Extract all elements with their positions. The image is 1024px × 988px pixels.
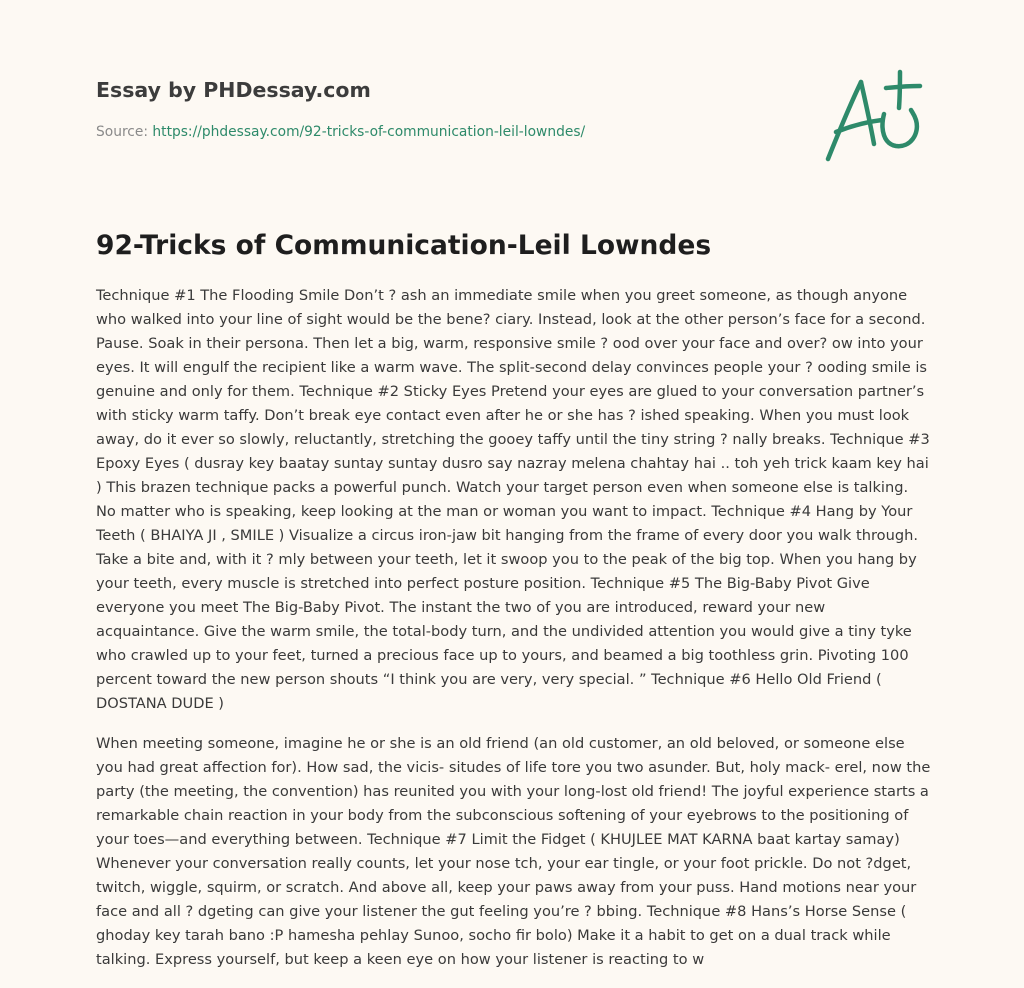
source-link[interactable]: https://phdessay.com/92-tricks-of-communication-leil-lowndes/ bbox=[152, 124, 586, 140]
a-plus-grade-icon bbox=[816, 64, 932, 168]
essay-body bbox=[96, 284, 932, 988]
essay-header bbox=[96, 74, 796, 142]
essay-paragraph: When meeting someone, imagine he or she is an old friend (an old customer, an old beloved, or someone else you had great affection for). How sad, the vicis- situdes of life tore you two asunder. But, holy mack- erel, now the party (the meeting, the convention) has reunited you with your long-lost old friend! The joyful experience starts a remarkable chain reaction in your body from the subconscious softening of your eyebrows to the positioning of your toes—and everything between. Technique #7 Limit the Fidget ( KHUJLEE MAT KARNA baat kartay samay) Whenever your conversation really counts, let your nose tch, your ear tingle, or your foot prickle. Do not ?dget, twitch, wiggle, squirm, or scratch. And above all, keep your paws away from your puss. Hand motions near your face and all ? dgeting can give your listener the gut feeling you’re ? bbing. Technique #8 Hans’s Horse Sense ( ghoday key tarah bano :P hamesha pehlay Sunoo, socho fir bolo) Make it a habit to get on a dual track while talking. Express yourself, but keep a keen eye on how your listener is reacting to w bbox=[96, 735, 931, 968]
source-label: Source: bbox=[96, 124, 153, 140]
essay-paragraph: Technique #1 The Flooding Smile Don’t ? ash an immediate smile when you greet someone, as though anyone who walked into your line of sight would be the bene? ciary. Instead, look at the other person’s face for a second. Pause. Soak in their persona. Then let a big, warm, responsive smile ? ood over your face and over? ow into your eyes. It will engulf the recipient like a warm wave. The split-second delay convinces people your ? ooding smile is genuine and only for them. Technique #2 Sticky Eyes Pretend your eyes are glued to your conversation partner’s with sticky warm taffy. Don’t break eye contact even after he or she has ? ished speaking. When you must look away, do it ever so slowly, reluctantly, stretching the gooey taffy until the tiny string ? nally breaks. Technique #3 Epoxy Eyes ( dusray key baatay suntay suntay dusro say nazray melena chahtay hai .. toh yeh trick kaam key hai ) This brazen technique packs a powerful punch. Watch your target person even when someone else is talking. No matter who is speaking, keep looking at the man or woman you want to impact. Technique #4 Hang by Your Teeth ( BHAIYA JI , SMILE ) Visualize a circus iron-jaw bit hanging from the frame of every door you walk through. Take a bite and, with it ? mly between your teeth, let it swoop you to the peak of the big top. When you hang by your teeth, every muscle is stretched into perfect posture position. Technique #5 The Big-Baby Pivot Give everyone you meet The Big-Baby Pivot. The instant the two of you are introduced, reward your new acquaintance. Give the warm smile, the total-body turn, and the undivided attention you would give a tiny tyke who crawled up to your feet, turned a precious face up to yours, and beamed a big toothless grin. Pivoting 100 percent toward the new person shouts “I think you are very, very special. ” Technique #6 Hello Old Friend ( DOSTANA DUDE ) bbox=[96, 287, 930, 712]
source-line bbox=[96, 122, 796, 142]
brand-title: Essay by PHDessay.com bbox=[96, 78, 371, 102]
essay-title: 92-Tricks of Communication-Leil Lowndes bbox=[96, 230, 712, 261]
